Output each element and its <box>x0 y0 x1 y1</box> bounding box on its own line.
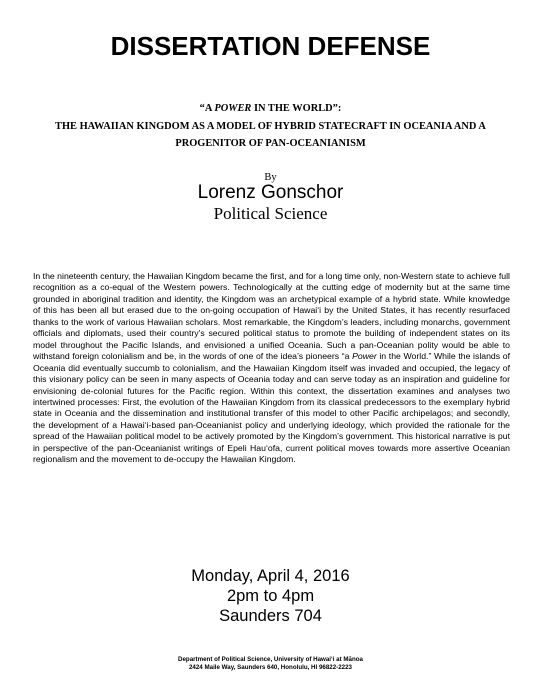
abstract-emphasis: Power <box>352 351 377 362</box>
event-details <box>0 566 541 626</box>
title-open: “A <box>199 103 215 114</box>
author-department: Political Science <box>213 204 328 223</box>
abstract-part-1: In the nineteenth century, the Hawaiian Kingdom became the first, and for a long time only, non-Western state to achieve full recognition as a co-equal of the Western powers. Technologically at the cutting edge of modernity but at the same time grounded in aboriginal tradition and identity, the Kingdom was an archetypical example of a hybrid state. While knowledge of this has been all but erased due to the on-going occupation of Hawai‘i by the United States, it has recently resurfaced thanks to the work of various Hawaiian scholars. Most remarkable, the Kingdom’s leaders, including monarchs, government officials and diplomats, used their country’s secured political status to promote the building of independent states on its model throughout the Pacific Islands, and envisioned a unified Oceania. Such a pan-Oceanian polity would be able to withstand foreign colonialism and be, in the words of one of the idea’s pioneers “a <box>33 271 510 362</box>
footer-address: 2424 Maile Way, Saunders 640, Honolulu, HI 96822-2223 <box>188 664 352 671</box>
event-time: 2pm to 4pm <box>226 587 315 605</box>
title-close: IN THE WORLD”: <box>251 103 342 114</box>
by-label: By <box>264 172 277 183</box>
title-line-2: THE HAWAIIAN KINGDOM AS A MODEL OF HYBRID STATECRAFT IN OCEANIA AND A PROGENITOR OF PAN-OCEANIANISM <box>55 120 486 149</box>
footer-department: Department of Political Science, University of Hawai‘i at Mānoa <box>178 656 363 663</box>
abstract-part-2: in the World.” While the islands of Oceania did eventually succumb to colonialism, and the Hawaiian Kingdom itself was invaded and occupied, the legacy of this visionary policy can be seen in many aspects of Oceania today and can serve today as an inspiration and guideline for envisioning de-colonial futures for the Pacific region. Within this context, the dissertation examines and analyses two intertwined processes: First, the evolution of the Hawaiian Kingdom from its classical predecessors to the exemplary hybrid state in Oceania and the dissemination and institutional transfer of this model to other Pacific archipelagos; and secondly, the development of a Hawai‘i-based pan-Oceanianist policy and underlying ideology, which provided the rationale for the spread of the Hawaiian political model to be actively promoted by the Kingdom’s government. This historical narrative is put in perspective of the pan-Oceanianist writings of Epeli Hau‘ofa, current political moves towards more assertive Oceanian regionalism and the movement to de-occupy the Hawaiian Kingdom. <box>33 351 510 465</box>
dissertation-title <box>20 100 521 153</box>
title-line-1 <box>20 100 521 118</box>
title-emphasis: POWER <box>214 103 252 114</box>
author-name: Lorenz Gonschor <box>197 182 344 203</box>
footer <box>0 656 541 672</box>
page-heading: DISSERTATION DEFENSE <box>110 31 431 61</box>
event-date: Monday, April 4, 2016 <box>191 567 350 585</box>
event-location: Saunders 704 <box>219 607 322 625</box>
abstract-paragraph <box>33 271 510 466</box>
